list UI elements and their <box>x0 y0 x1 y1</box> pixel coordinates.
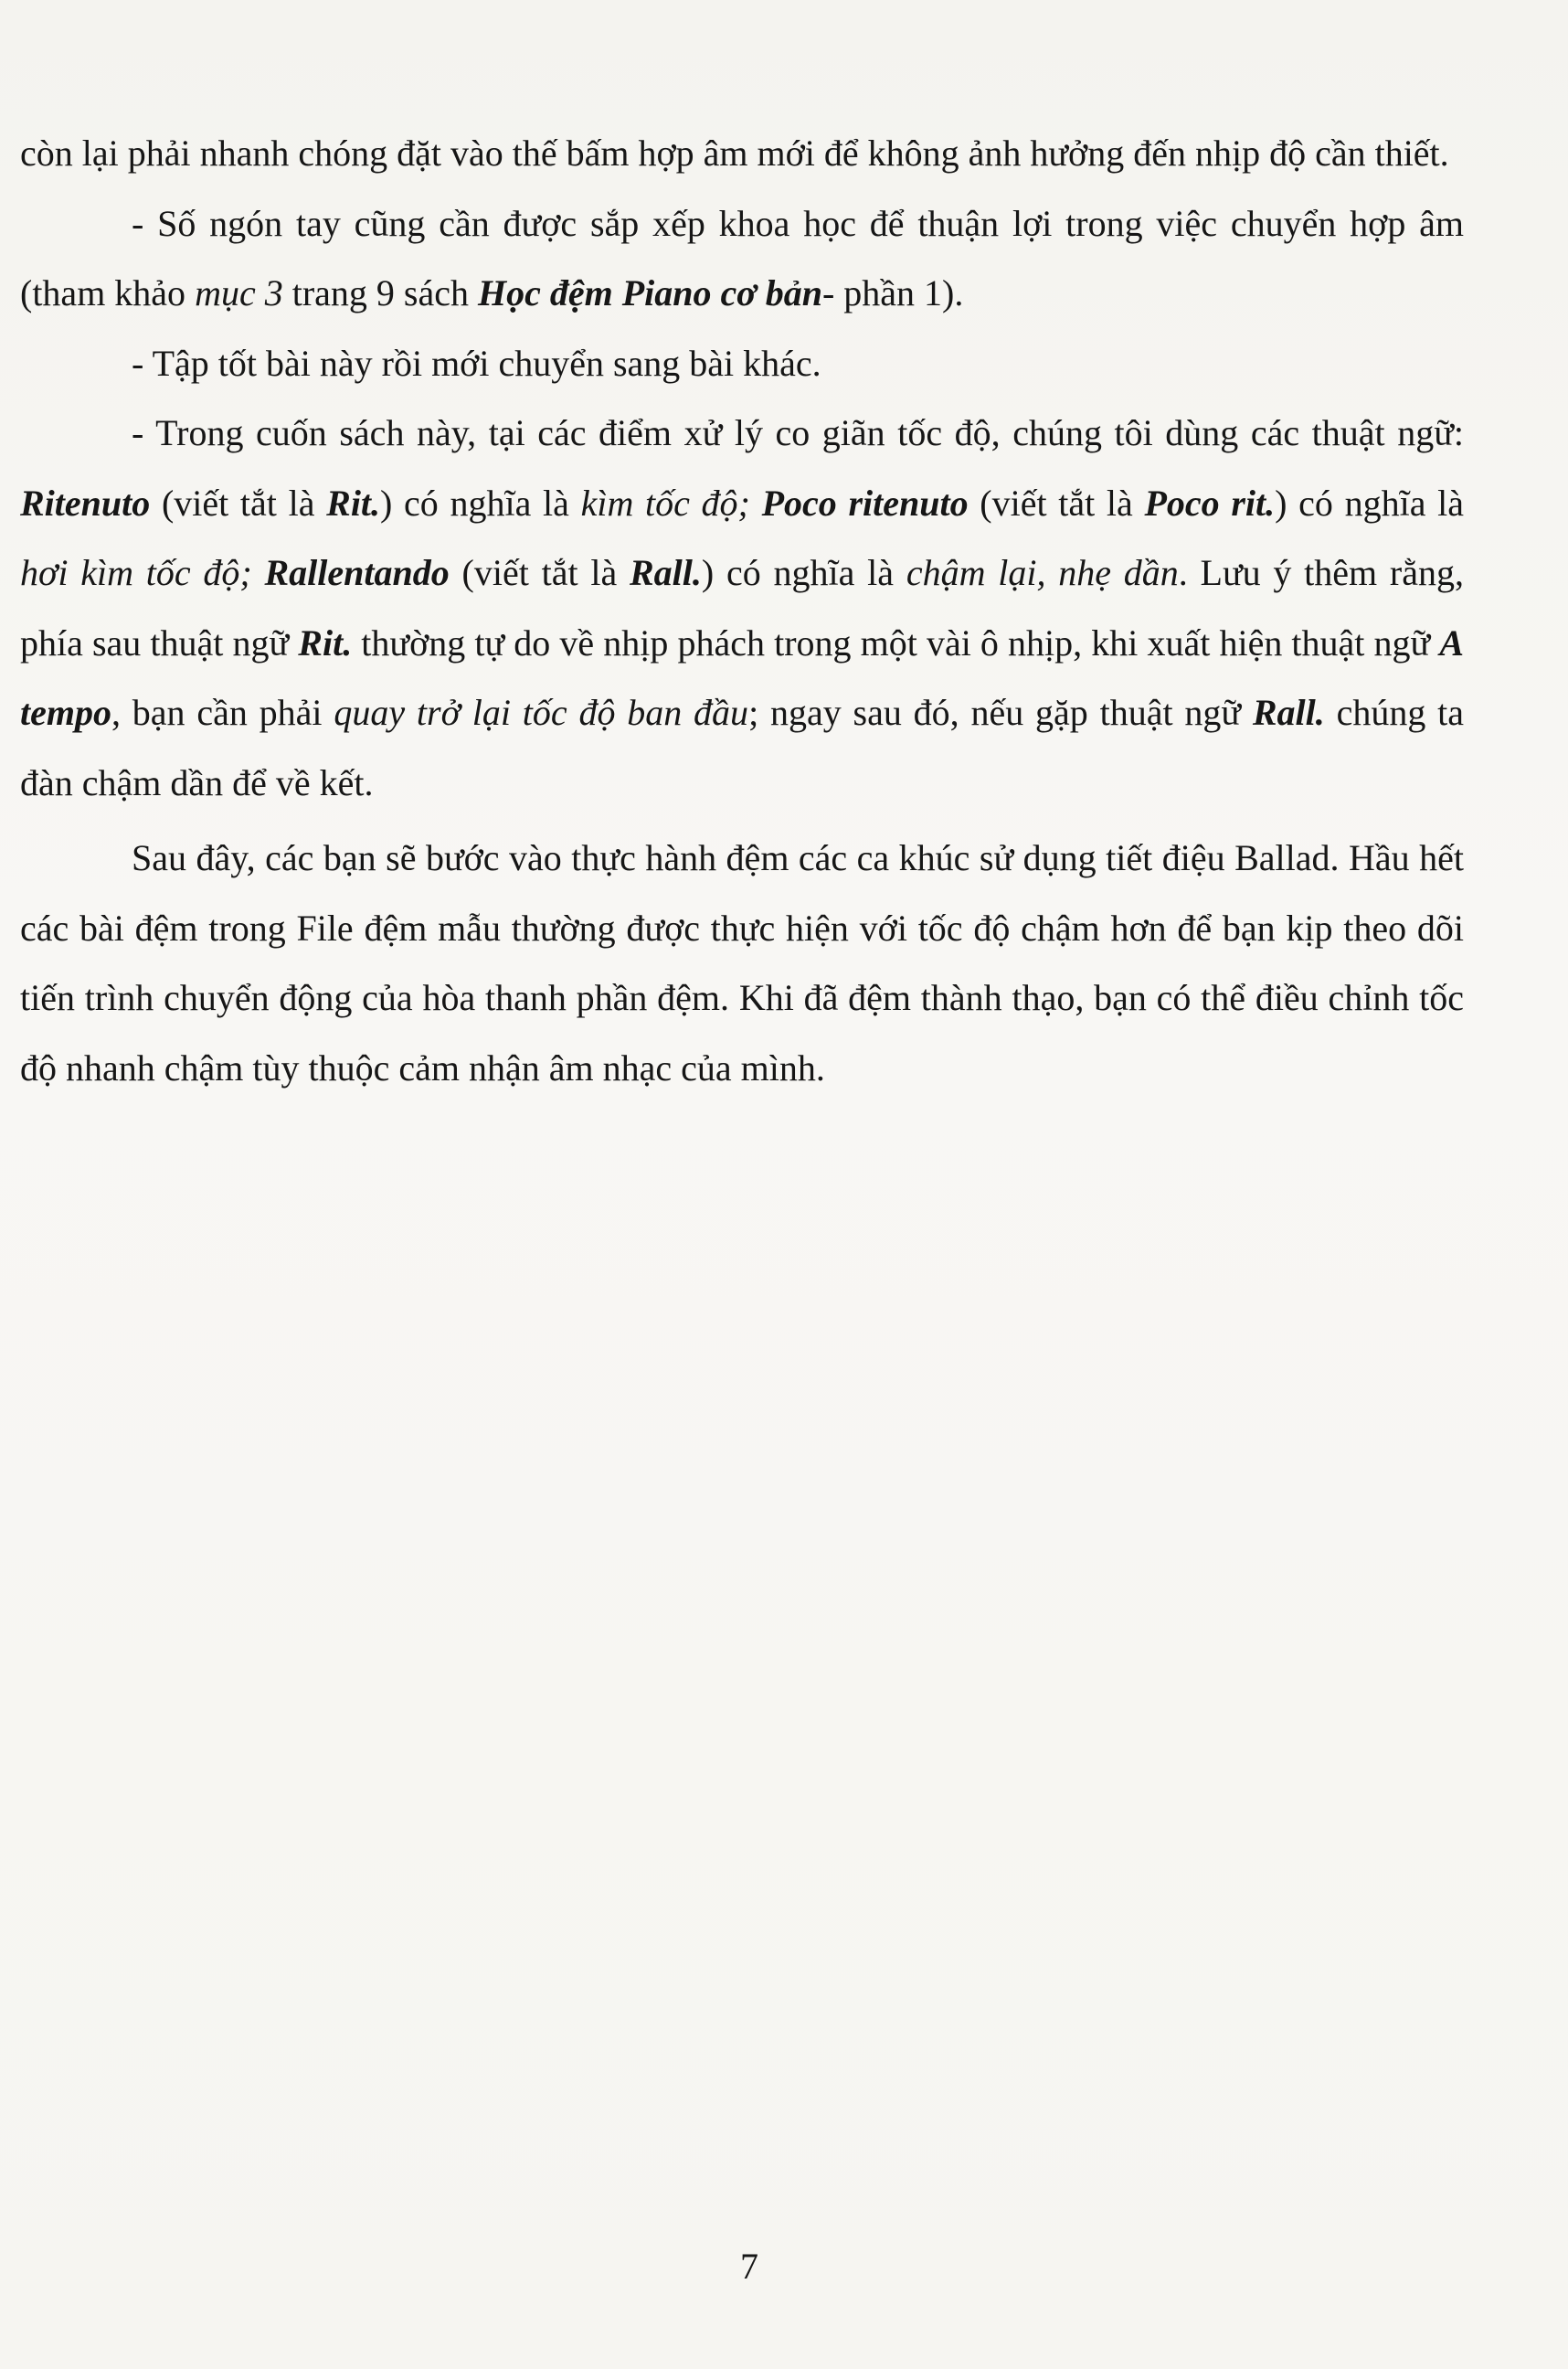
text-run: - Tập tốt bài này rồi mới chuyển sang bài khác. <box>132 342 821 384</box>
italic-phrase: kìm tốc độ; <box>580 482 750 524</box>
text-run: Sau đây, các bạn sẽ bước vào thực hành đệm các ca khúc sử dụng tiết điệu Ballad. Hầu hết các bài đệm trong File đệm mẫu thường được thực hiện với tốc độ chậm hơn để bạn kịp theo dõi tiến trình chuyển động của hòa thanh phần đệm. Khi đã đệm thành thạo, bạn có thể điều chỉnh tốc độ nhanh chậm tùy thuộc cảm nhận âm nhạc của mình. <box>20 837 1464 1089</box>
text-run: ; ngay sau đó, nếu gặp thuật ngữ <box>748 692 1253 733</box>
text-run: ) có nghĩa là <box>1275 482 1465 524</box>
bold-italic-term: Rit. <box>298 621 353 664</box>
text-run: còn lại phải nhanh chóng đặt vào thế bấm hợp âm mới để không ảnh hưởng đến nhịp độ cần thiết. <box>20 133 1449 174</box>
text-run <box>252 552 265 593</box>
text-run: (viết tắt là <box>150 482 327 524</box>
text-run: - Số ngón tay cũng cần được sắp xếp khoa học để thuận lợi trong việc chuyển hợp âm (tham khảo <box>20 202 1464 313</box>
text-run: ) có nghĩa là <box>380 482 581 524</box>
italic-phrase: chậm lại, nhẹ dần <box>906 552 1179 593</box>
body-text <box>20 119 1464 1103</box>
text-run: (viết tắt là <box>968 482 1145 524</box>
bold-italic-term: Ritenuto <box>20 482 151 524</box>
text-run: chúng ta đàn chậm dần để về kết. <box>20 692 1465 803</box>
bold-italic-term: Rit. <box>326 482 381 524</box>
paragraph-1 <box>20 119 1464 189</box>
paragraph-4 <box>20 398 1464 818</box>
paragraph-3 <box>20 329 1464 399</box>
bold-italic-term: Học đệm Piano cơ bản <box>477 272 822 313</box>
text-run: - phần 1). <box>821 272 964 313</box>
text-run: . Lưu ý thêm rằng, phía sau thuật ngữ <box>20 552 1465 664</box>
text-run: (viết tắt là <box>449 552 630 593</box>
italic-phrase: hơi kìm tốc độ; <box>20 552 252 593</box>
italic-phrase: mục 3 <box>195 272 283 313</box>
text-run <box>750 483 762 524</box>
text-run: trang 9 sách <box>282 272 478 313</box>
bold-italic-term: Rall. <box>630 552 702 593</box>
bold-italic-term: Rallentando <box>264 552 450 593</box>
text-run: ) có nghĩa là <box>701 552 906 593</box>
paragraph-5 <box>20 823 1464 1103</box>
text-run: - Trong cuốn sách này, tại các điểm xử lý co giãn tốc độ, chúng tôi dùng các thuật ngữ: <box>132 412 1464 453</box>
text-run: , bạn cần phải <box>111 692 334 733</box>
page-number: 7 <box>740 2246 758 2287</box>
italic-phrase: quay trở lại tốc độ ban đầu <box>334 692 749 733</box>
bold-italic-term: A tempo <box>20 621 1464 733</box>
bold-italic-term: Rall. <box>1252 692 1325 733</box>
text-run: thường tự do về nhịp phách trong một vài ô nhịp, khi xuất hiện thuật ngữ <box>352 621 1440 664</box>
bold-italic-term: Poco ritenuto <box>761 482 969 524</box>
bold-italic-term: Poco rit. <box>1144 482 1276 524</box>
paragraph-2 <box>20 189 1464 329</box>
